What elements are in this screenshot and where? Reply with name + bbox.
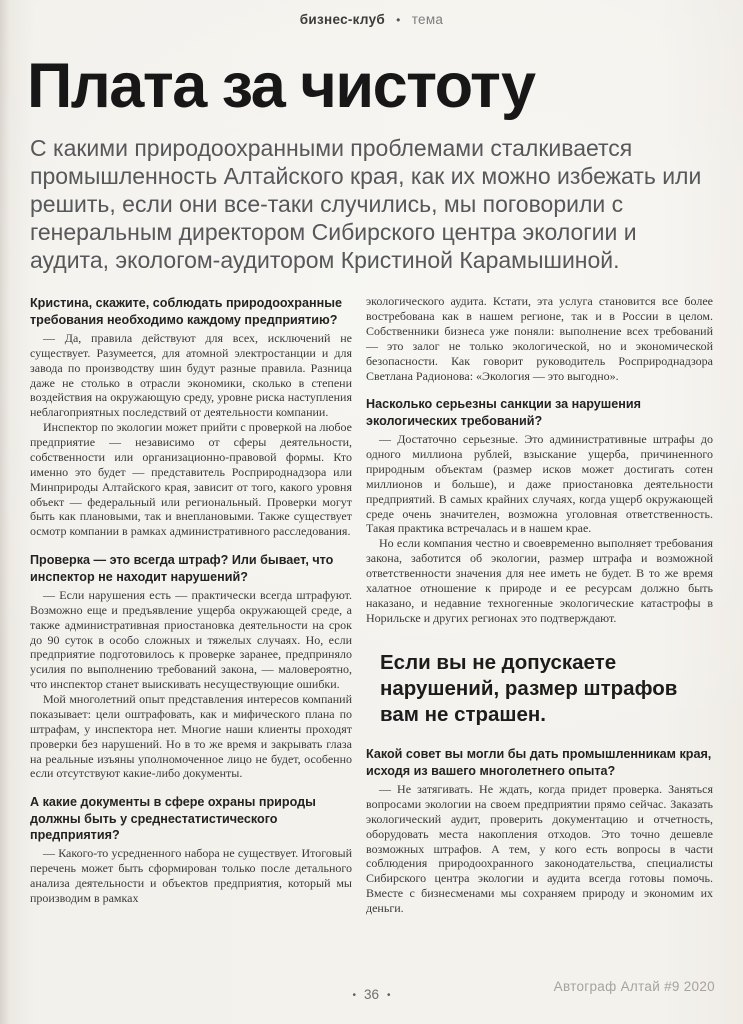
answer-2-paragraph-2: Мой многолетний опыт представления интересов компаний показывает: цели оштрафовать, как и мифического плана по штрафам, у инспектора нет. Многие наши клиенты проходят проверки без нарушений. Но в то же время и закрывать глаза на реальные изъяны уполномоченное лицо не будет, особенно если отсутствуют какие-либо документы.: [30, 692, 352, 781]
question-5: Какой совет вы могли бы дать промышленникам края, исходя из вашего многолетнего опыта?: [366, 747, 712, 778]
separator-dot: •: [396, 13, 401, 27]
article-columns: [30, 294, 713, 916]
section-name: бизнес-клуб: [299, 12, 386, 27]
right-column: [366, 294, 713, 916]
section-topic: тема: [411, 12, 444, 27]
answer-5-paragraph-1: — Не затягивать. Не ждать, когда придет проверка. Заняться вопросами экологии на своем предприятии прямо сейчас. Заказать экологический аудит, проверить документацию и отчетность, оборудовать места накопления отходов. Это точно дешевле возможных штрафов. А тем, у кого есть вопросы в части соблюдения природоохранного законодательства, специалисты Сибирского центра экологии и аудита всегда готовы помочь. Вместе с бизнесменами мы сохраняем природу и экономим их деньги.: [366, 782, 713, 915]
answer-3-paragraph-1: — Какого-то усредненного набора не существует. Итоговый перечень может быть сформирован только после детального анализа деятельности и объектов предприятия, который мы производим в рамках: [30, 846, 352, 905]
answer-4-paragraph-2: Но если компания честно и своевременно выполняет требования закона, заботится об экологии, размер штрафа и возможной ответственности значения для нее иметь не будет. В то же время халатное отношение к природе и ее ресурсам должно быть наказано, и недавние техногенные экологические катастрофы в Норильске и других регионах это подтверждают.: [366, 536, 713, 625]
page-number: 36: [363, 987, 380, 1002]
question-1: Кристина, скажите, соблюдать природоохранные требования необходимо каждому предприятию?: [30, 296, 342, 327]
issue-label: Автограф Алтай #9 2020: [553, 979, 715, 994]
answer-3-continuation: экологического аудита. Кстати, эта услуга становится все более востребована как в нашем регионе, так и в России в целом. Собственники бизнеса уже поняли: выполнение всех требований — это залог не только экологической, но и экономической безопасности. Как говорит руководитель Росприроднадзора Светлана Радионова: «Экология — это выгодно».: [366, 294, 713, 383]
answer-1-paragraph-2: Инспектор по экологии может прийти с проверкой на любое предприятие — независимо от сферы деятельности, собственности или организационно-правовой формы. Кто именно это будет — представитель Росприроднадзора или Минприроды Алтайского края, зависит от того, какого уровня объект — федеральный или региональный. Проверки могут быть как плановыми, так и внеплановыми. Также существует осмотр компании в рамках административного расследования.: [30, 420, 352, 539]
question-3: А какие документы в сфере охраны природы должны быть у среднестатистического предприятия?: [30, 795, 316, 843]
answer-1-paragraph-1: — Да, правила действуют для всех, исключений не существует. Разумеется, для атомной электростанции и для завода по производству шин будут разные правила. Разница даже не столько в отрасли экономики, сколько в степени воздействия на окружающую среду, уровне риска наступления неблагоприятных последствий от деятельности компании.: [30, 330, 352, 420]
page-number-bullet-left: •: [352, 990, 356, 1001]
pull-quote: Если вы не допускаете нарушений, размер штрафов вам не страшен.: [380, 650, 678, 727]
question-4: Насколько серьезны санкции за нарушения экологических требований?: [366, 397, 641, 428]
answer-4-paragraph-1: — Достаточно серьезные. Это административные штрафы до одного миллиона рублей, взыскание ущерба, причиненного природным объектам (размер исков может достигать сотен миллионов и больше), и даже приостановка деятельности предприятий. В самых крайних случаях, когда ущерб окружающей среде очень значителен, возможна уголовная ответственность. Такая практика встречалась и в нашем крае.: [366, 432, 713, 536]
page-number-bullet-right: •: [387, 990, 391, 1001]
question-2: Проверка — это всегда штраф? Или бывает, что инспектор не находит нарушений?: [30, 553, 334, 584]
left-column: [30, 294, 352, 906]
answer-2-paragraph-1: — Если нарушения есть — практически всегда штрафуют. Возможно еще и предъявление ущерба окружающей среде, а также административная приостановка деятельности на срок до 90 суток в особо сложных и тяжелых случаях. Но, если предприятие подготовилось к проверке заранее, предприняло усилия по выполнению требований закона, — маловероятно, что инспектор станет выискивать несуществующие ошибки.: [30, 587, 352, 692]
section-header: [30, 0, 713, 27]
article-title: Плата за чистоту: [27, 51, 535, 121]
article-lede: С какими природоохранными проблемами сталкивается промышленность Алтайского края, как их можно избежать или решить, если они все-таки случились, мы поговорили с генеральным директором Сибирского центра экологии и аудита, экологом-аудитором Кристиной Карамышиной.: [30, 135, 702, 274]
